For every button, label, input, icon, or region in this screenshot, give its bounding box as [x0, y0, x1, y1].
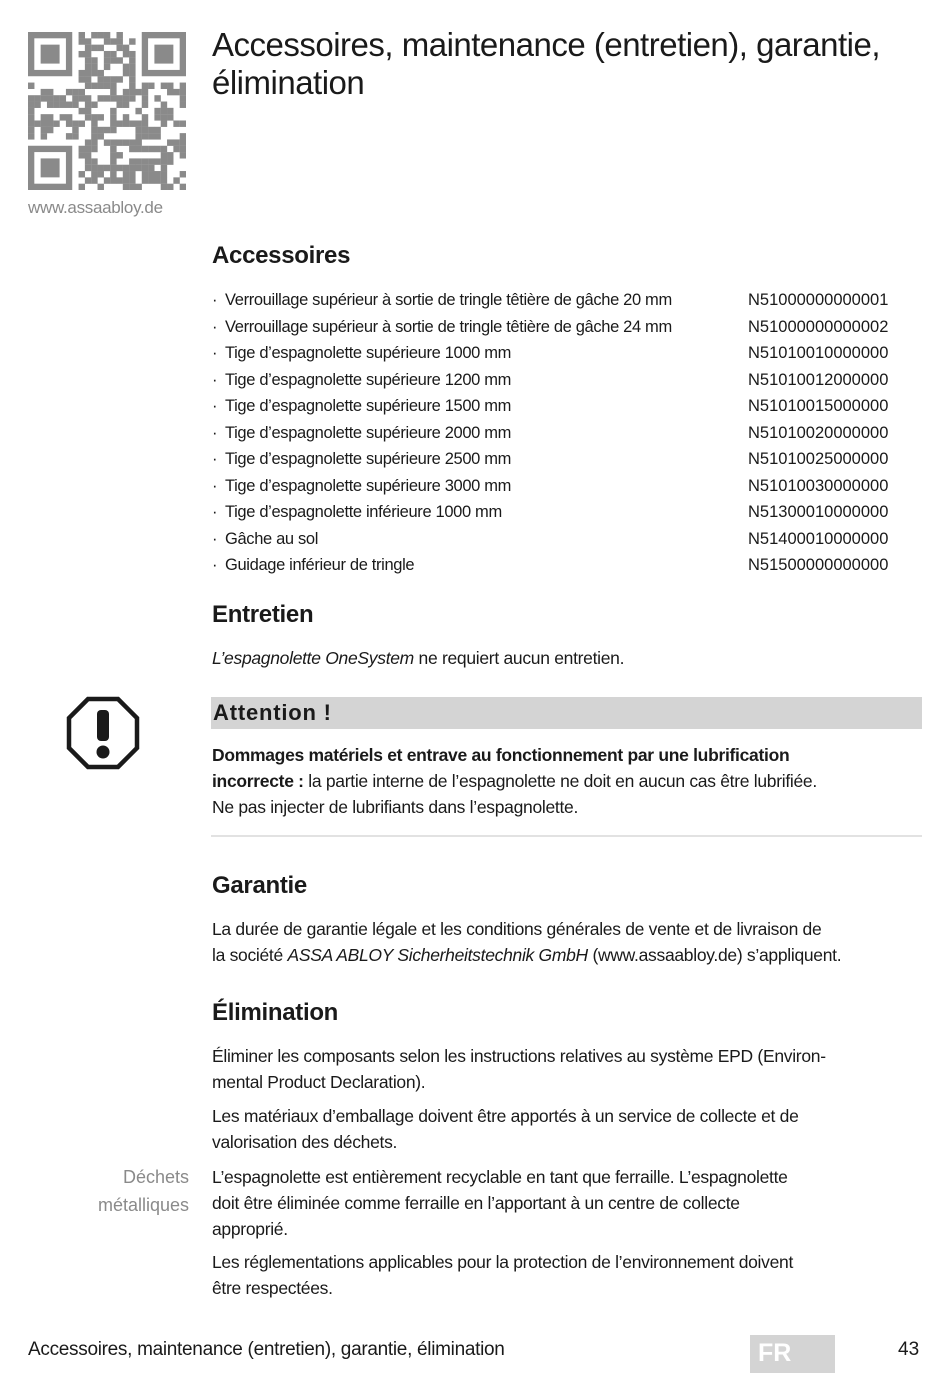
item-code: N51300010000000 — [748, 503, 889, 521]
text-line: approprié. — [212, 1219, 288, 1239]
list-item — [212, 473, 922, 500]
side-label-line: métalliques — [97, 1195, 189, 1215]
bullet: · — [212, 556, 218, 574]
disposal-heading: Élimination — [212, 999, 339, 1026]
language-label: FR — [758, 1339, 792, 1367]
bullet: · — [212, 370, 218, 389]
list-item — [212, 526, 922, 553]
item-label: Tige d’espagnolette inférieure 1000 mm — [225, 503, 502, 521]
warranty-line: (www.assaabloy.de) s’appliquent. — [587, 945, 842, 965]
item-label: Tige d’espagnolette supérieure 1500 mm — [225, 397, 512, 415]
item-label: Tige d’espagnolette supérieure 2500 mm — [225, 450, 512, 468]
attention-bold: Dommages matériels et entrave au fonctionnement par une lubrification — [212, 745, 790, 765]
text-line: Éliminer les composants selon les instructions relatives au système EPD (Environ- — [212, 1046, 826, 1066]
bullet: · — [212, 291, 218, 309]
text-line: mental Product Declaration). — [212, 1072, 426, 1092]
item-code: N51400010000000 — [748, 529, 889, 548]
bullet: · — [212, 397, 218, 415]
disposal-paragraph-1 — [212, 1043, 922, 1095]
warning-icon — [66, 696, 140, 770]
item-code: N51000000000001 — [748, 291, 889, 309]
bullet: · — [212, 344, 218, 362]
divider — [211, 835, 922, 837]
list-item — [212, 499, 922, 526]
list-item — [212, 287, 922, 314]
list-item — [212, 340, 922, 367]
attention-bold: incorrecte : — [212, 771, 304, 791]
side-label-line: Déchets — [122, 1167, 189, 1187]
list-item — [212, 420, 922, 447]
company-name: ASSA ABLOY Sicherheitstechnik GmbH — [287, 945, 588, 965]
item-label: Tige d’espagnolette supérieure 1200 mm — [225, 370, 512, 389]
page-number: 43 — [898, 1339, 920, 1360]
item-label: Guidage inférieur de tringle — [225, 556, 415, 574]
language-tab — [750, 1335, 835, 1373]
item-code: N51010015000000 — [748, 397, 889, 415]
item-label: Tige d’espagnolette supérieure 3000 mm — [225, 476, 512, 495]
maintenance-text — [212, 645, 922, 671]
bullet: · — [212, 503, 218, 521]
bullet: · — [212, 476, 218, 495]
bullet: · — [212, 423, 218, 442]
disposal-paragraph-3 — [212, 1164, 922, 1242]
item-code: N51010012000000 — [748, 370, 889, 389]
attention-label: Attention ! — [213, 700, 332, 725]
footer-section-title: Accessoires, maintenance (entretien), garantie, élimination — [28, 1339, 505, 1360]
qr-code-icon — [28, 32, 186, 190]
text-line: doit être éliminée comme ferraille en l’apportant à un centre de collecte — [212, 1193, 740, 1213]
item-label: Gâche au sol — [225, 529, 319, 548]
item-code: N51010010000000 — [748, 344, 889, 362]
maintenance-sentence: ne requiert aucun entretien. — [413, 648, 625, 668]
list-item — [212, 314, 922, 341]
item-code: N51010030000000 — [748, 476, 889, 495]
item-code: N51000000000002 — [748, 317, 889, 336]
warranty-text — [212, 916, 922, 968]
list-item — [212, 367, 922, 394]
warranty-line: La durée de garantie légale et les conditions générales de vente et de livraison de — [212, 919, 822, 939]
item-label: Tige d’espagnolette supérieure 2000 mm — [225, 423, 512, 442]
disposal-paragraph-4 — [212, 1249, 922, 1301]
text-line: Les réglementations applicables pour la protection de l’environnement doivent — [212, 1252, 794, 1272]
bullet: · — [212, 317, 218, 336]
item-label: Tige d’espagnolette supérieure 1000 mm — [225, 344, 512, 362]
title-line: Accessoires, maintenance (entretien), garantie, — [212, 26, 881, 63]
attention-banner — [211, 697, 922, 729]
product-name: L’espagnolette OneSystem — [212, 648, 414, 668]
page-title — [212, 26, 922, 102]
list-item — [212, 446, 922, 473]
text-line: L’espagnolette est entièrement recyclable en tant que ferraille. L’espagnolette — [212, 1167, 788, 1187]
item-code: N51010020000000 — [748, 423, 889, 442]
item-label: Verrouillage supérieur à sortie de tringle têtière de gâche 24 mm — [225, 317, 672, 336]
side-label — [98, 1163, 189, 1219]
disposal-paragraph-2 — [212, 1103, 922, 1155]
list-item — [212, 552, 922, 579]
attention-sentence: Ne pas injecter de lubrifiants dans l’espagnolette. — [212, 797, 579, 817]
accessories-heading: Accessoires — [212, 242, 351, 269]
title-line: élimination — [212, 64, 365, 101]
bullet: · — [212, 450, 218, 468]
item-label: Verrouillage supérieur à sortie de tringle têtière de gâche 20 mm — [225, 291, 672, 309]
maintenance-heading: Entretien — [212, 601, 314, 628]
warranty-heading: Garantie — [212, 872, 307, 899]
list-item — [212, 393, 922, 420]
warranty-line: la société — [212, 945, 288, 965]
text-line: valorisation des déchets. — [212, 1132, 398, 1152]
item-code: N51500000000000 — [748, 556, 889, 574]
accessories-list — [212, 287, 922, 579]
text-line: Les matériaux d’emballage doivent être apportés à un service de collecte et de — [212, 1106, 799, 1126]
item-code: N51010025000000 — [748, 450, 889, 468]
attention-text — [212, 742, 922, 820]
website-url: www.assaabloy.de — [28, 198, 163, 217]
text-line: être respectées. — [212, 1278, 333, 1298]
bullet: · — [212, 529, 218, 548]
attention-sentence: la partie interne de l’espagnolette ne doit en aucun cas être lubrifiée. — [303, 771, 817, 791]
